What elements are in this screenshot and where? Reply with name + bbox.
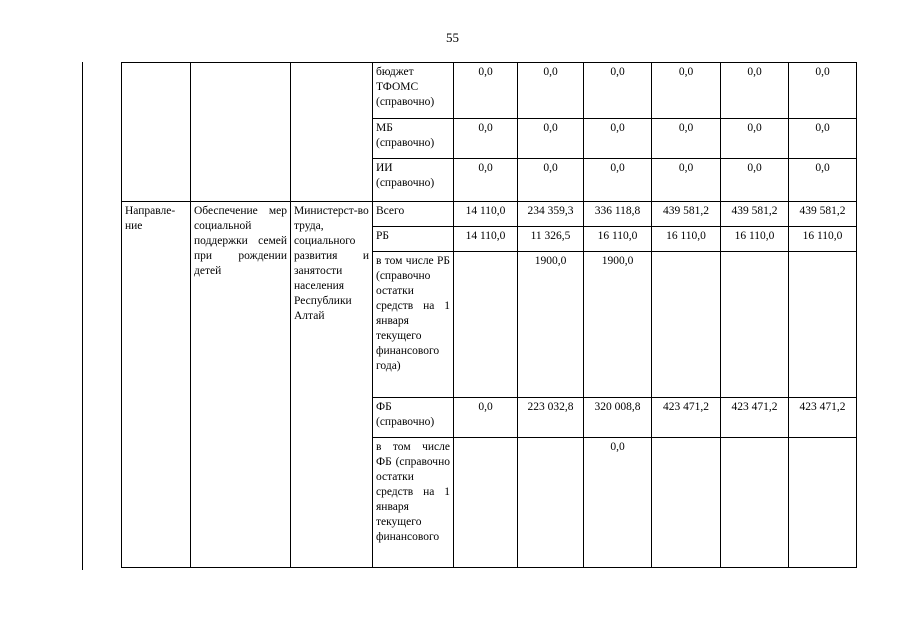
table-row bbox=[122, 202, 857, 227]
value-cell: 0,0 bbox=[584, 63, 652, 119]
value-cell: 0,0 bbox=[721, 159, 789, 202]
value-cell: 336 118,8 bbox=[584, 202, 652, 227]
value-cell bbox=[721, 438, 789, 568]
value-cell: 0,0 bbox=[721, 63, 789, 119]
value-cell bbox=[652, 252, 721, 398]
value-cell: 439 581,2 bbox=[789, 202, 857, 227]
value-cell: 0,0 bbox=[584, 119, 652, 159]
budget-table bbox=[121, 62, 857, 568]
value-cell: 0,0 bbox=[518, 63, 584, 119]
value-cell: 16 110,0 bbox=[721, 227, 789, 252]
value-cell: 439 581,2 bbox=[721, 202, 789, 227]
source-cell: РБ bbox=[373, 227, 454, 252]
value-cell: 16 110,0 bbox=[584, 227, 652, 252]
value-cell: 1900,0 bbox=[518, 252, 584, 398]
value-cell: 0,0 bbox=[652, 63, 721, 119]
source-cell: Всего bbox=[373, 202, 454, 227]
source-cell: в том числе РБ (справочно остатки средств на 1 января текущего финансового года) bbox=[373, 252, 454, 398]
value-cell bbox=[454, 438, 518, 568]
value-cell: 423 471,2 bbox=[721, 398, 789, 438]
value-cell: 423 471,2 bbox=[652, 398, 721, 438]
value-cell: 11 326,5 bbox=[518, 227, 584, 252]
empty-cell bbox=[291, 63, 373, 202]
left-border-line bbox=[82, 62, 83, 570]
value-cell: 1900,0 bbox=[584, 252, 652, 398]
value-cell: 0,0 bbox=[789, 63, 857, 119]
value-cell: 423 471,2 bbox=[789, 398, 857, 438]
value-cell bbox=[789, 252, 857, 398]
value-cell: 0,0 bbox=[518, 159, 584, 202]
section-executor-cell: Министерст-во труда, социального развития и занятости населения Республики Алтай bbox=[291, 202, 373, 568]
value-cell: 0,0 bbox=[584, 159, 652, 202]
value-cell: 14 110,0 bbox=[454, 227, 518, 252]
empty-cell bbox=[191, 63, 291, 202]
source-cell: ФБ (справочно) bbox=[373, 398, 454, 438]
value-cell bbox=[721, 252, 789, 398]
value-cell: 234 359,3 bbox=[518, 202, 584, 227]
value-cell bbox=[454, 252, 518, 398]
source-cell: в том числе ФБ (справочно остатки средств на 1 января текущего финансового bbox=[373, 438, 454, 568]
value-cell: 14 110,0 bbox=[454, 202, 518, 227]
value-cell: 223 032,8 bbox=[518, 398, 584, 438]
section-name-cell: Обеспечение мер социальной поддержки семей при рождении детей bbox=[191, 202, 291, 568]
value-cell: 0,0 bbox=[789, 159, 857, 202]
value-cell: 320 008,8 bbox=[584, 398, 652, 438]
value-cell bbox=[789, 438, 857, 568]
empty-cell bbox=[122, 63, 191, 202]
value-cell: 0,0 bbox=[652, 119, 721, 159]
value-cell: 0,0 bbox=[454, 119, 518, 159]
source-cell: бюджет ТФОМС (справочно) bbox=[373, 63, 454, 119]
section-type-cell: Направле-ние bbox=[122, 202, 191, 568]
value-cell: 0,0 bbox=[652, 159, 721, 202]
value-cell bbox=[652, 438, 721, 568]
value-cell: 0,0 bbox=[518, 119, 584, 159]
value-cell bbox=[518, 438, 584, 568]
value-cell: 0,0 bbox=[584, 438, 652, 568]
value-cell: 0,0 bbox=[454, 159, 518, 202]
value-cell: 0,0 bbox=[721, 119, 789, 159]
value-cell: 0,0 bbox=[454, 398, 518, 438]
source-cell: ИИ (справочно) bbox=[373, 159, 454, 202]
table-row bbox=[122, 63, 857, 119]
value-cell: 16 110,0 bbox=[789, 227, 857, 252]
page-number: 55 bbox=[446, 30, 459, 45]
value-cell: 16 110,0 bbox=[652, 227, 721, 252]
source-cell: МБ (справочно) bbox=[373, 119, 454, 159]
value-cell: 0,0 bbox=[454, 63, 518, 119]
value-cell: 0,0 bbox=[789, 119, 857, 159]
value-cell: 439 581,2 bbox=[652, 202, 721, 227]
